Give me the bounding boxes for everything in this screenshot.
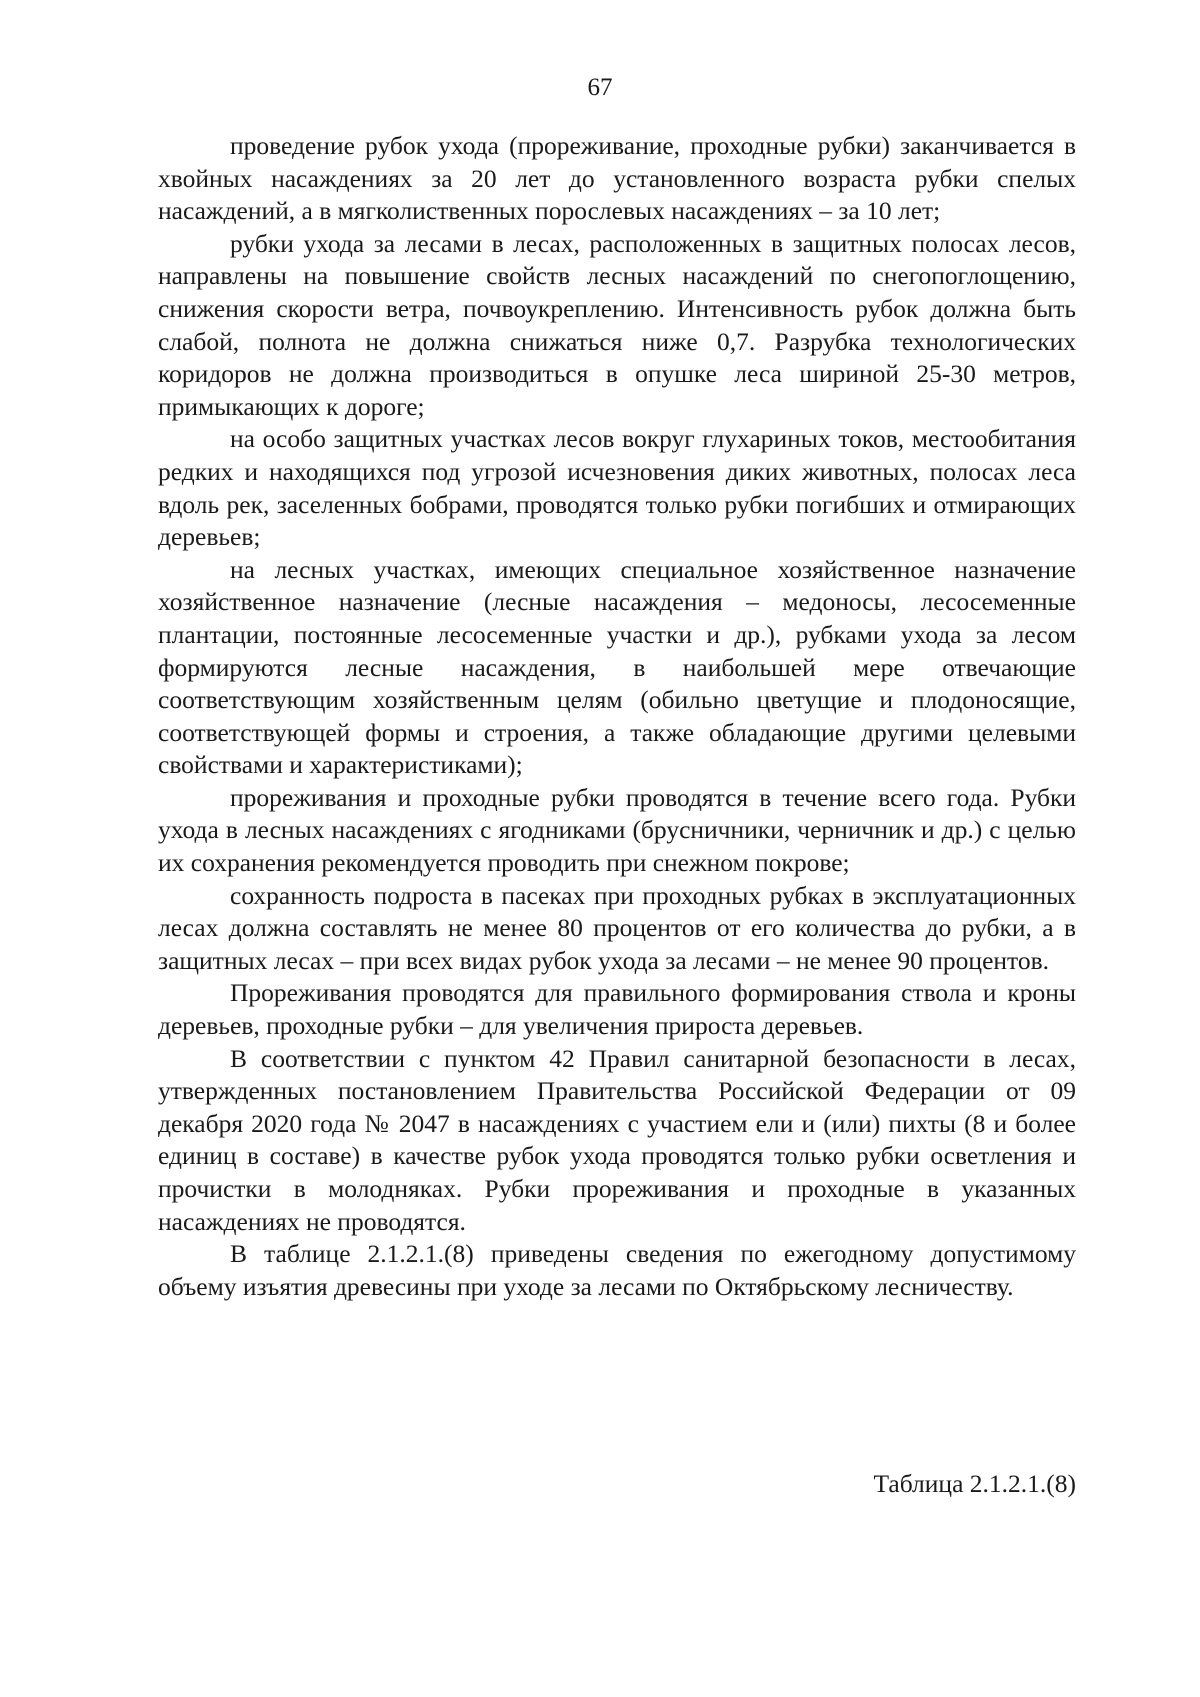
paragraph-protective-strips: рубки ухода за лесами в лесах, расположенных в защитных полосах лесов, направлены на повышение свойств лесных насаждений по снегопоглощению, снижения скорости ветра, почвоукреплению. Интенсивность рубок должна быть слабой, полнота не должна снижаться ниже 0,7. Разрубка технологических коридоров не должна производиться в опушке леса шириной 25-30 метров, примыкающих к дороге; bbox=[158, 228, 1076, 421]
paragraph-special-purpose-plots: на лесных участках, имеющих специальное хозяйственное назначение хозяйственное назначение (лесные насаждения – медоносы, лесосеменные плантации, постоянные лесосеменные участки и др.), рубками ухода за лесом формируются лесные насаждения, в наибольшей мере отвечающие соответствующим хозяйственным целям (обильно цветущие и плодоносящие, соответствующей формы и строения, а также обладающие другими целевыми свойствами и характеристиками); bbox=[158, 554, 1076, 780]
paragraph-sanitary-rules: В соответствии с пунктом 42 Правил санитарной безопасности в лесах, утвержденных постановлением Правительства Российской Федерации от 09 декабря 2020 года № 2047 в насаждениях с участием ели и (или) пихты (8 и более единиц в составе) в качестве рубок ухода проводятся только рубки осветления и прочистки в молодняках. Рубки прореживания и проходные в указанных насаждениях не проводятся. bbox=[158, 1043, 1076, 1236]
paragraph-special-protection-areas: на особо защитных участках лесов вокруг глухариных токов, местообитания редких и находящихся под угрозой исчезновения диких животных, полосах леса вдоль рек, заселенных бобрами, проводятся только рубки погибших и отмирающих деревьев; bbox=[158, 424, 1076, 552]
page-number: 67 bbox=[587, 74, 613, 101]
paragraph-thinning-season: прореживания и проходные рубки проводятся в течение всего года. Рубки ухода в лесных насаждениях с ягодниками (брусничники, черничник и др.) с целью их сохранения рекомендуется проводить при снежном покрове; bbox=[158, 782, 1076, 878]
table-caption: Таблица 2.1.2.1.(8) bbox=[873, 1469, 1076, 1498]
paragraph-thinning-purpose: Прореживания проводятся для правильного формирования ствола и кроны деревьев, проходные рубки – для увеличения прироста деревьев. bbox=[158, 978, 1076, 1041]
body-text bbox=[158, 130, 1076, 1303]
paragraph-table-reference: В таблице 2.1.2.1.(8) приведены сведения по ежегодному допустимому объему изъятия древесины при уходе за лесами по Октябрьскому лесничеству. bbox=[158, 1239, 1076, 1301]
paragraph-undergrowth-preservation: сохранность подроста в пасеках при проходных рубках в эксплуатационных лесах должна составлять не менее 80 процентов от его количества до рубки, а в защитных лесах – при всех видах рубок ухода за лесами – не менее 90 процентов. bbox=[158, 880, 1076, 975]
paragraph-thinning-timing: проведение рубок ухода (прореживание, проходные рубки) заканчивается в хвойных насаждениях за 20 лет до установленного возраста рубки спелых насаждений, а в мягколиственных порослевых насаждениях – за 10 лет; bbox=[158, 131, 1076, 226]
